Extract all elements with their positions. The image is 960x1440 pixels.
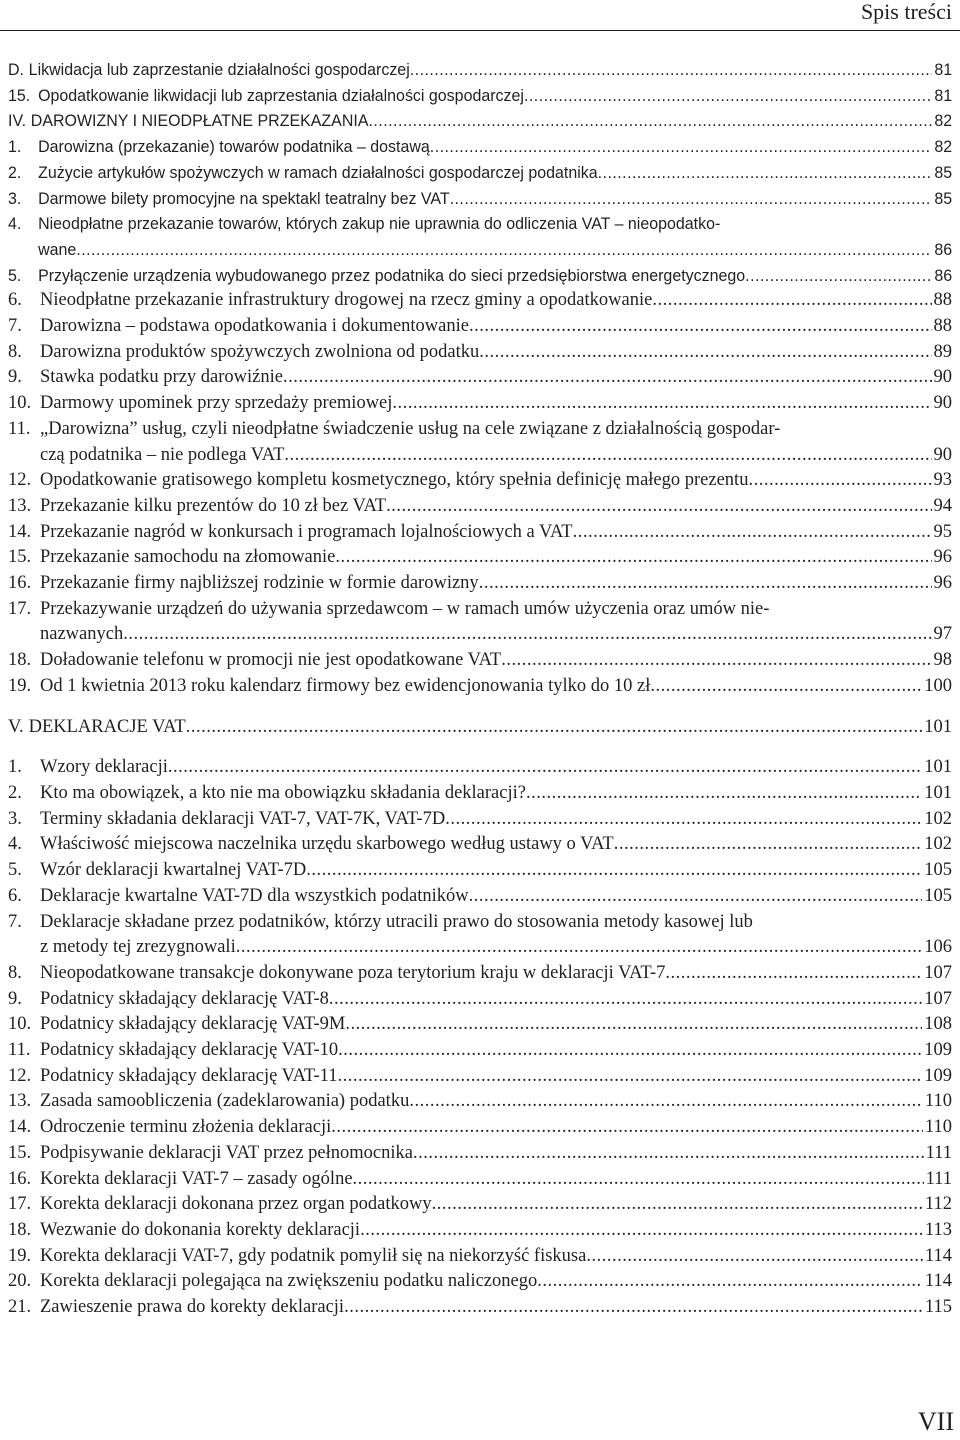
toc-entry-page: 115 [924, 1297, 952, 1318]
toc-entry-title: Darowizna (przekazanie) towarów podatnika – dostawą [38, 137, 430, 157]
toc-entry [8, 1012, 952, 1038]
toc-entry [8, 1141, 952, 1167]
toc-entry-page: 105 [924, 860, 952, 881]
toc-entry-page: 114 [924, 1271, 952, 1292]
toc-entry-number: 2. [8, 782, 22, 803]
toc-entry-title-continued: czą podatnika – nie podlega VAT [40, 444, 285, 465]
toc-entry-page: 102 [924, 808, 952, 829]
toc-entry-title: Wezwanie do dokonania korekty deklaracji [40, 1219, 361, 1240]
toc-entry [8, 288, 952, 314]
toc-entry-number: 8. [8, 341, 22, 362]
toc-entry-title: Przyłączenie urządzenia wybudowanego przez podatnika do sieci przedsiębiorstwa energetycznego [38, 265, 746, 285]
toc-entry-number: 13. [8, 495, 32, 516]
toc-entry-number: 20. [8, 1271, 32, 1292]
toc-entry-title: „Darowizna” usług, czyli nieodpłatne świadczenie usług na cele związane z działalnością gospodar- [40, 418, 781, 439]
dot-leader [76, 237, 932, 263]
toc-entry-number: 12. [8, 1065, 32, 1086]
toc-entry-title-continued: nazwanych [40, 624, 124, 645]
dot-leader [236, 935, 923, 961]
toc-entry [8, 832, 952, 858]
toc-entry-number: 9. [8, 988, 22, 1009]
toc-entry-page: 98 [933, 650, 952, 671]
toc-entry [8, 1167, 952, 1193]
toc-entry-page: 82 [934, 111, 953, 131]
dot-leader [432, 1192, 923, 1218]
toc-entry-page: 90 [933, 393, 952, 414]
toc-entry-number: 12. [8, 470, 32, 491]
toc-entry-title: Odroczenie terminu złożenia deklaracji [40, 1117, 332, 1138]
toc-entry-number: 14. [8, 521, 32, 542]
toc-entry-number: D. [8, 60, 24, 79]
toc-entry [8, 1244, 952, 1270]
toc-entry-page: 106 [924, 937, 952, 958]
dot-leader [409, 1089, 923, 1115]
toc-entry-page: 111 [925, 1142, 952, 1163]
dot-leader [586, 1244, 923, 1270]
toc-entry-title: Korekta deklaracji polegająca na zwiększeniu podatku naliczonego [40, 1271, 538, 1292]
toc-entry-number: 9. [8, 367, 22, 388]
toc-entry-number: 15. [8, 1142, 32, 1163]
toc-entry-title: DEKLARACJE VAT [28, 716, 186, 737]
toc-entry-number: 21. [8, 1297, 32, 1318]
toc-entry [8, 391, 952, 417]
toc-entry-title: Nieodpłatne przekazanie infrastruktury drogowej na rzecz gminy a opodatkowanie [40, 290, 653, 311]
toc-entry-title: Darmowy upominek przy sprzedaży premiowej [40, 393, 393, 414]
toc-entry [8, 520, 952, 546]
toc-entry [8, 1269, 952, 1295]
toc-entry [8, 160, 952, 186]
toc-entry [8, 781, 952, 807]
toc-entry-number: 19. [8, 675, 32, 696]
toc-entry-page: 90 [933, 444, 952, 465]
page-number: VII [917, 1407, 954, 1436]
toc-entry-page: 101 [924, 757, 952, 778]
toc-entry-page: 107 [924, 962, 952, 983]
toc-entry [8, 263, 952, 289]
toc-entry-number: 16. [8, 1168, 32, 1189]
toc-entry-title: Zasada samoobliczenia (zadeklarowania) podatku [40, 1091, 410, 1112]
dot-leader [430, 134, 933, 160]
toc-entry [8, 365, 952, 391]
dot-leader [469, 884, 923, 910]
dot-leader [392, 391, 931, 417]
toc-entry-page: 100 [924, 675, 952, 696]
toc-entry-title: Doładowanie telefonu w promocji nie jest opodatkowane VAT [40, 650, 502, 671]
dot-leader [123, 622, 931, 648]
toc-entry [8, 340, 952, 366]
dot-leader [360, 1218, 923, 1244]
toc-entry-page: 86 [934, 265, 953, 285]
toc-entry-page: 113 [924, 1219, 952, 1240]
toc-entry [8, 987, 952, 1013]
toc-entry-title: Przekazanie firmy najbliższej rodzinie w formie darowizny [40, 573, 479, 594]
dot-leader [410, 57, 933, 83]
dot-leader [386, 494, 931, 520]
toc-entry [8, 1089, 952, 1115]
toc-entry-number: IV. [8, 111, 27, 131]
toc-entry-number: V. [8, 716, 24, 737]
section-gap [8, 700, 952, 715]
toc-entry [8, 57, 952, 83]
toc-entry-number: 13. [8, 1091, 32, 1112]
toc-entry-page: 109 [924, 1065, 952, 1086]
dot-leader [329, 987, 922, 1013]
toc-entry-title: Nieodpłatne przekazanie towarów, których zakup nie uprawnia do odliczenia VAT – nieopodatko- [38, 214, 721, 234]
toc-entry-title: Korekta deklaracji VAT-7, gdy podatnik pomylił się na niekorzyść fiskusa [40, 1245, 587, 1266]
dot-leader [168, 755, 922, 781]
toc-entry-number: 5. [8, 265, 22, 285]
toc-entry-page: 88 [933, 316, 952, 337]
toc-entry-number: 19. [8, 1245, 32, 1266]
toc-entry-number: 6. [8, 290, 22, 311]
dot-leader [284, 443, 931, 469]
toc-entry [8, 83, 952, 109]
toc-entry-title: Korekta deklaracji dokonana przez organ podatkowy [40, 1194, 432, 1215]
toc-entry-page: 90 [933, 367, 952, 388]
dot-leader [345, 1012, 922, 1038]
dot-leader [614, 832, 923, 858]
toc-entry-page: 112 [924, 1194, 952, 1215]
toc-entry-title-continued: wane [38, 239, 77, 259]
toc-entry-title: Wzór deklaracji kwartalnej VAT-7D [40, 860, 307, 881]
toc-entry [8, 1115, 952, 1141]
toc-entry-title: Przekazanie samochodu na złomowanie [40, 547, 336, 568]
toc-entry-number: 11. [8, 1040, 31, 1061]
dot-leader [524, 83, 933, 109]
dot-leader [331, 1115, 923, 1141]
dot-leader [748, 468, 931, 494]
toc-entry-number: 14. [8, 1117, 32, 1138]
dot-leader [337, 1064, 922, 1090]
toc-entry [8, 186, 952, 212]
toc-entry-title: Podatnicy składający deklarację VAT-8 [40, 988, 329, 1009]
page-header-title: Spis treści [860, 0, 952, 24]
toc-entry [8, 961, 952, 987]
toc-entry [8, 715, 952, 741]
dot-leader [479, 340, 931, 366]
toc-entry-page: 85 [934, 188, 953, 208]
toc-entry-title: Podatnicy składający deklarację VAT-11 [40, 1065, 338, 1086]
toc-entry-page: 85 [934, 162, 953, 182]
dot-leader [335, 545, 931, 571]
toc-entry-page: 101 [924, 782, 952, 803]
dot-leader [306, 858, 922, 884]
toc-entry-number: 5. [8, 860, 22, 881]
toc-entry-number: 16. [8, 573, 32, 594]
toc-entry-number: 3. [8, 808, 22, 829]
toc-entry [8, 1192, 952, 1218]
toc-entry-page: 81 [934, 60, 953, 79]
toc-entry-page: 89 [933, 341, 952, 362]
toc-entry-number: 3. [8, 188, 22, 208]
toc-entry-title: Przekazanie nagród w konkursach i programach lojalnościowych a VAT [40, 521, 573, 542]
toc-entry-number: 2. [8, 162, 22, 182]
dot-leader [573, 520, 932, 546]
dot-leader [650, 674, 922, 700]
toc-entry-page: 108 [924, 1014, 952, 1035]
toc-entry-number: 7. [8, 911, 22, 932]
toc-entry-title: Kto ma obowiązek, a kto nie ma obowiązku składania deklaracji? [40, 782, 526, 803]
toc-entry-number: 1. [8, 137, 22, 157]
toc-entry [8, 858, 952, 884]
toc-entry-page: 111 [925, 1168, 952, 1189]
toc-entry [8, 1038, 952, 1064]
dot-leader [413, 1141, 924, 1167]
toc-entry-title: Zawieszenie prawa do korekty deklaracji [40, 1297, 345, 1318]
toc-entry-title: Deklaracje składane przez podatników, którzy utracili prawo do stosowania metody kasowej lub [40, 911, 753, 932]
dot-leader [450, 186, 933, 212]
toc-entry-title: Opodatkowanie gratisowego kompletu kosmetycznego, który spełnia definicję małego prezentu [40, 470, 749, 491]
toc-entry-number: 1. [8, 757, 22, 778]
toc-entry [8, 494, 952, 520]
toc-entry-page: 97 [933, 624, 952, 645]
toc-entry [8, 1064, 952, 1090]
table-of-contents [8, 57, 952, 1321]
dot-leader [479, 571, 932, 597]
header-rule [0, 30, 960, 31]
toc-entry-title: Podatnicy składający deklarację VAT-9M [40, 1014, 346, 1035]
toc-entry-page: 81 [934, 85, 953, 105]
toc-entry-title: Podpisywanie deklaracji VAT przez pełnomocnika [40, 1142, 413, 1163]
toc-entry-title: Korekta deklaracji VAT-7 – zasady ogólne [40, 1168, 353, 1189]
toc-entry [8, 545, 952, 571]
toc-entry [8, 108, 952, 134]
toc-entry [8, 314, 952, 340]
toc-entry [8, 884, 952, 910]
dot-leader [501, 648, 931, 674]
toc-entry-title: Od 1 kwietnia 2013 roku kalendarz firmowy bez ewidencjonowania tylko do 10 zł [40, 675, 651, 696]
toc-entry-number: 15. [8, 547, 32, 568]
toc-entry-page: 94 [933, 495, 952, 516]
toc-entry [8, 1295, 952, 1321]
dot-leader [283, 365, 932, 391]
toc-entry-title: Opodatkowanie likwidacji lub zaprzestania działalności gospodarczej [38, 85, 524, 105]
toc-entry-page: 95 [933, 521, 952, 542]
toc-entry-title: Przekazywanie urządzeń do używania sprzedawcom – w ramach umów użyczenia oraz umów nie- [40, 598, 770, 619]
dot-leader [598, 160, 933, 186]
toc-entry-page: 96 [933, 573, 952, 594]
toc-entry-title: Podatnicy składający deklarację VAT-10 [40, 1040, 339, 1061]
dot-leader [338, 1038, 922, 1064]
dot-leader [344, 1295, 923, 1321]
dot-leader [526, 781, 922, 807]
dot-leader [469, 314, 932, 340]
toc-entry-number: 17. [8, 598, 32, 619]
toc-entry [8, 468, 952, 494]
toc-entry-title: Stawka podatku przy darowiźnie [40, 367, 283, 388]
toc-entry-page: 109 [924, 1040, 952, 1061]
toc-entry-page: 114 [924, 1245, 952, 1266]
toc-entry-title-continued: z metody tej zrezygnowali [40, 937, 236, 958]
toc-entry-number: 6. [8, 885, 22, 906]
toc-entry [8, 1218, 952, 1244]
toc-entry-page: 110 [924, 1117, 952, 1138]
toc-entry-number: 10. [8, 1014, 32, 1035]
toc-entry-page: 88 [933, 290, 952, 311]
toc-entry [8, 807, 952, 833]
toc-entry-title: Wzory deklaracji [40, 757, 168, 778]
toc-entry [8, 597, 952, 648]
toc-entry-number: 17. [8, 1194, 32, 1215]
toc-entry-page: 86 [934, 239, 953, 259]
toc-entry [8, 571, 952, 597]
dot-leader [537, 1269, 923, 1295]
toc-entry-number: 18. [8, 650, 32, 671]
toc-entry-page: 93 [933, 470, 952, 491]
toc-entry [8, 211, 952, 262]
toc-entry-page: 110 [924, 1091, 952, 1112]
toc-entry-number: 11. [8, 418, 31, 439]
dot-leader [445, 807, 922, 833]
toc-entry [8, 648, 952, 674]
toc-entry [8, 134, 952, 160]
dot-leader [652, 288, 931, 314]
dot-leader [186, 715, 923, 741]
toc-entry-number: 7. [8, 316, 22, 337]
toc-entry-title: Zużycie artykułów spożywczych w ramach działalności gospodarczej podatnika [38, 162, 598, 182]
toc-entry-title: Właściwość miejscowa naczelnika urzędu skarbowego według ustawy o VAT [40, 834, 614, 855]
section-gap [8, 740, 952, 755]
dot-leader [665, 961, 922, 987]
toc-entry-title: Darowizna produktów spożywczych zwolniona od podatku [40, 341, 480, 362]
toc-entry-title: Deklaracje kwartalne VAT-7D dla wszystkich podatników [40, 885, 469, 906]
toc-entry-title: Przekazanie kilku prezentów do 10 zł bez VAT [40, 495, 387, 516]
toc-entry-page: 82 [934, 137, 953, 157]
toc-entry-title: DAROWIZNY I NIEODPŁATNE PRZEKAZANIA [30, 111, 369, 131]
toc-entry-number: 18. [8, 1219, 32, 1240]
toc-entry-title: Likwidacja lub zaprzestanie działalności gospodarczej [28, 60, 410, 79]
dot-leader [353, 1167, 924, 1193]
dot-leader [368, 108, 932, 134]
toc-entry-number: 15. [8, 85, 31, 105]
toc-entry-title: Terminy składania deklaracji VAT-7, VAT-7K, VAT-7D [40, 808, 446, 829]
toc-entry-number: 4. [8, 834, 22, 855]
toc-entry-number: 10. [8, 393, 32, 414]
toc-entry-title: Nieopodatkowane transakcje dokonywane poza terytorium kraju w deklaracji VAT-7 [40, 962, 666, 983]
toc-entry-number: 4. [8, 214, 22, 234]
toc-entry-page: 105 [924, 885, 952, 906]
toc-entry-title: Darmowe bilety promocyjne na spektakl teatralny bez VAT [38, 188, 450, 208]
dot-leader [745, 263, 932, 289]
toc-entry-page: 96 [933, 547, 952, 568]
toc-entry [8, 417, 952, 468]
toc-entry-page: 101 [924, 716, 952, 737]
toc-entry [8, 674, 952, 700]
toc-entry-title: Darowizna – podstawa opodatkowania i dokumentowanie [40, 316, 469, 337]
toc-entry-page: 102 [924, 834, 952, 855]
toc-entry [8, 755, 952, 781]
toc-entry-page: 107 [924, 988, 952, 1009]
toc-entry-number: 8. [8, 962, 22, 983]
toc-entry [8, 910, 952, 961]
